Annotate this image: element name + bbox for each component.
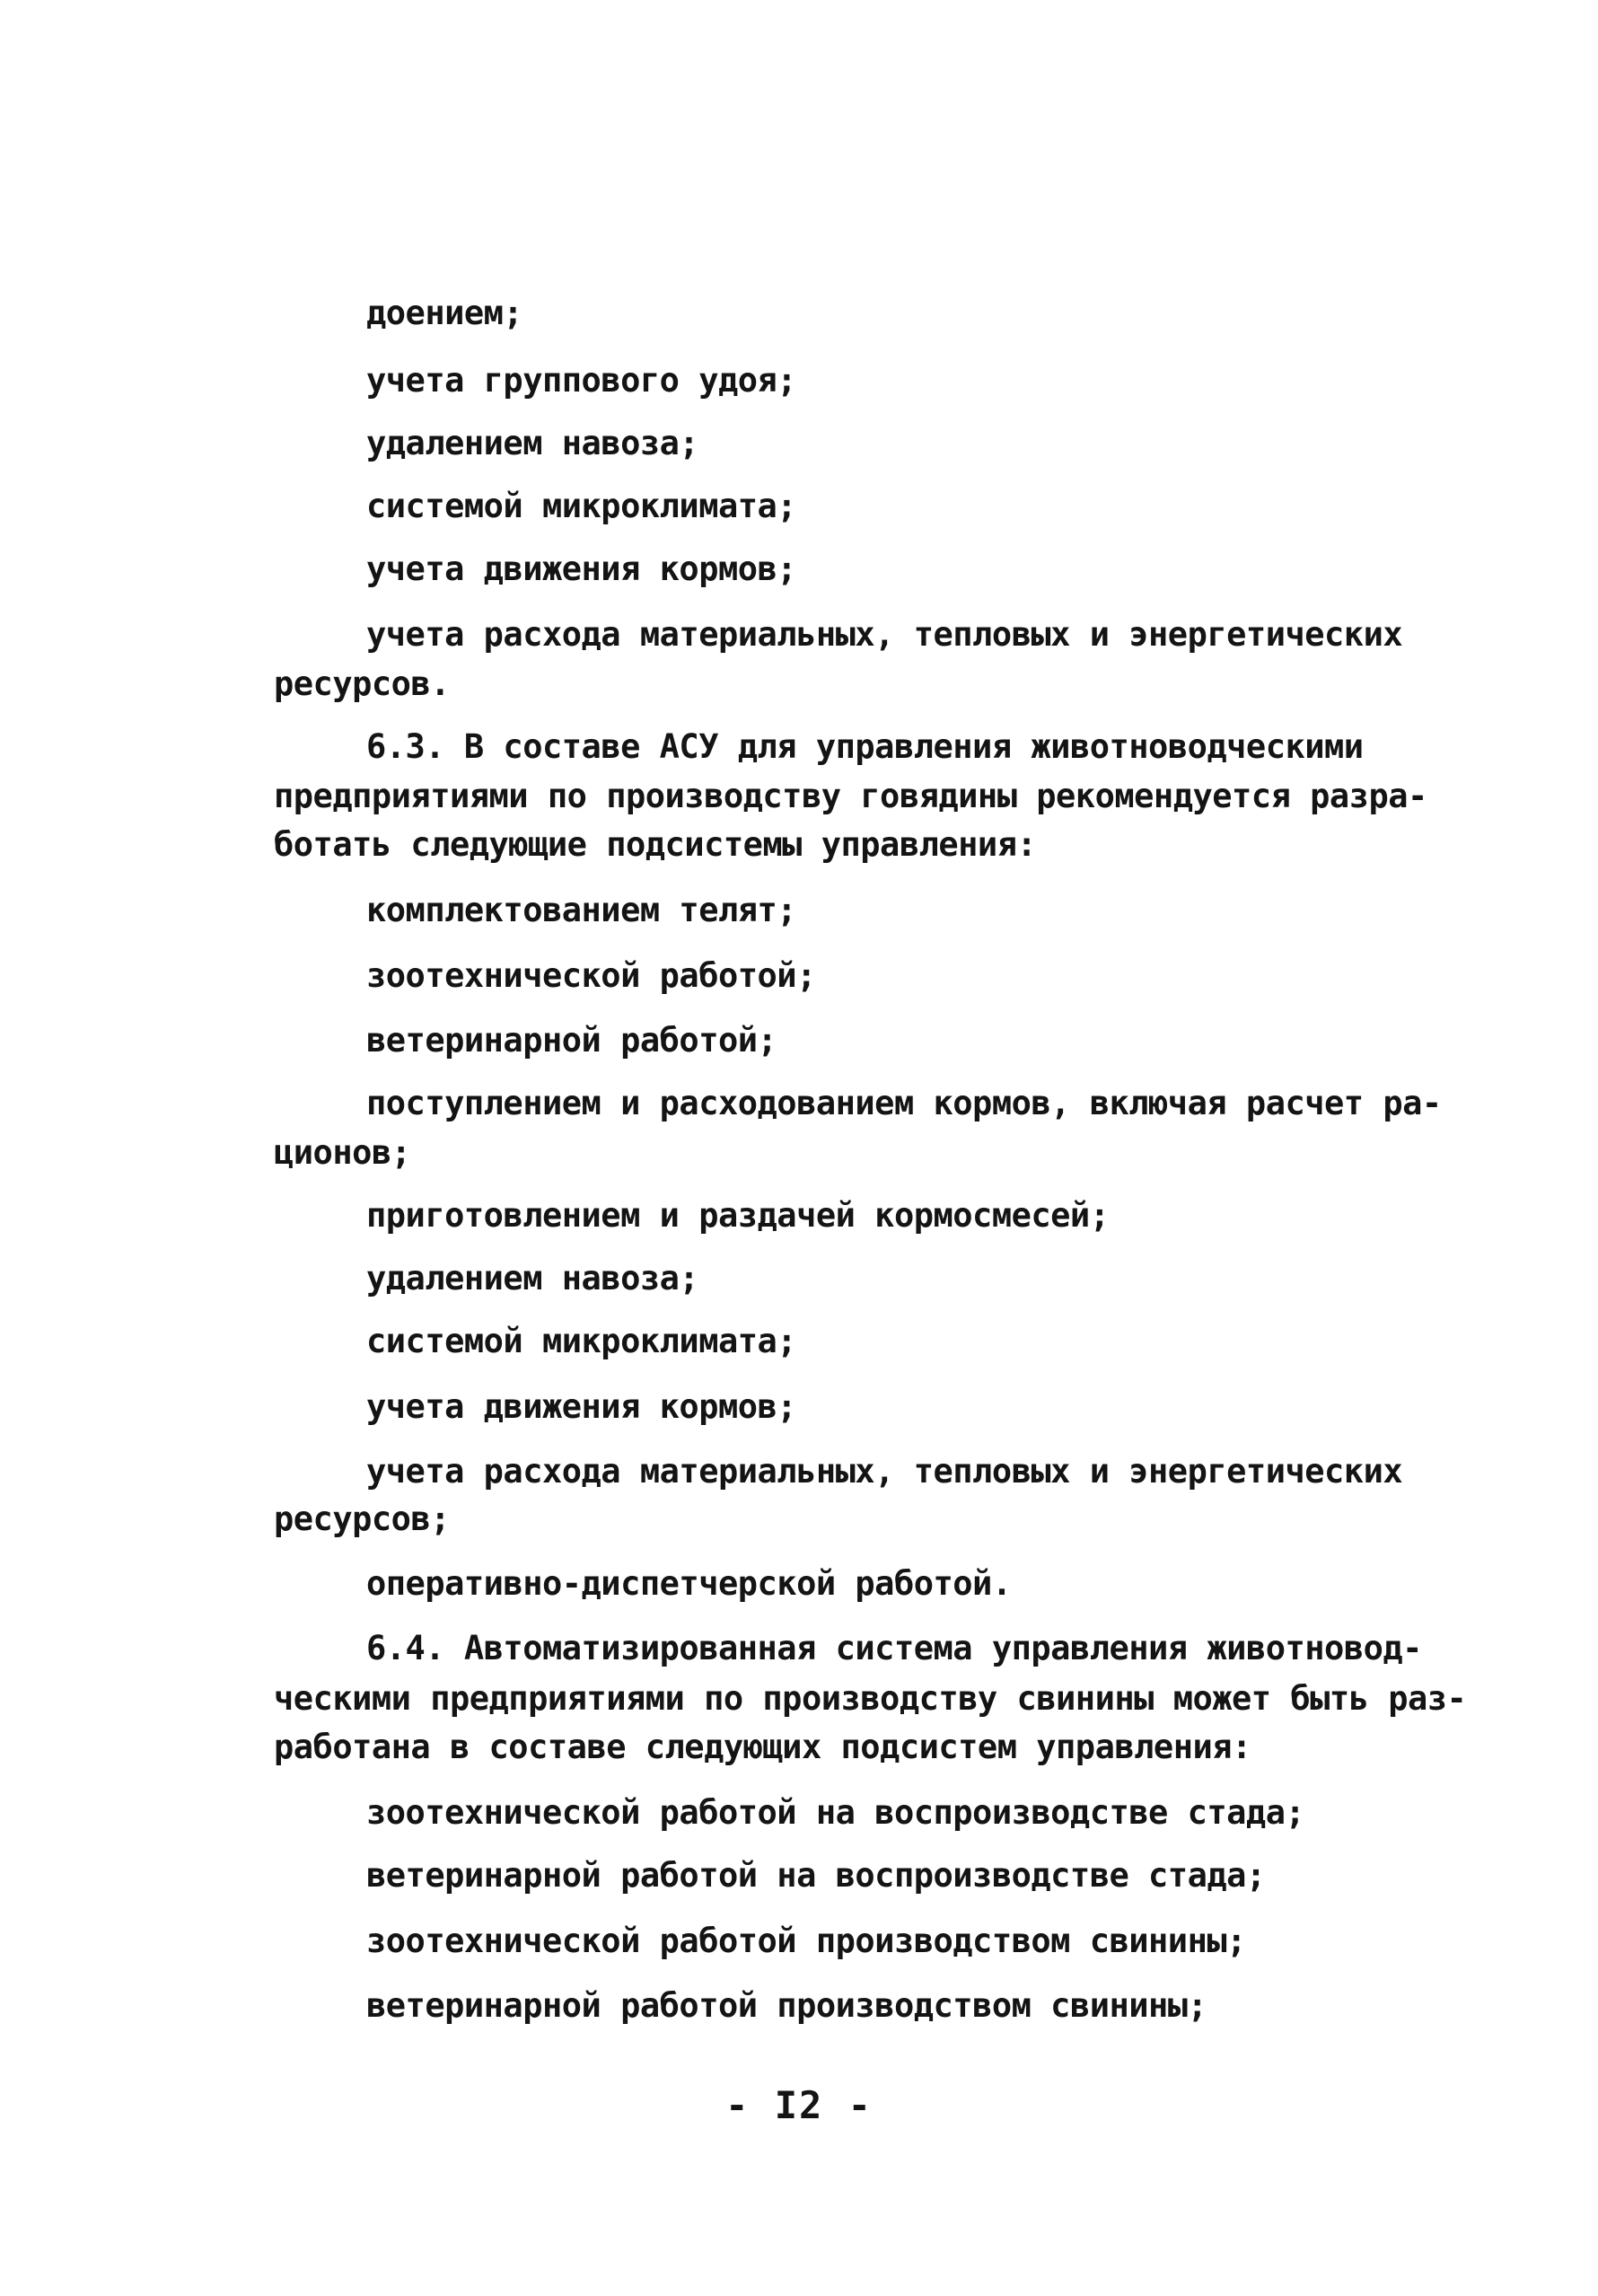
text-line: удалением навоза;: [366, 424, 699, 462]
text-line: 6.3. В составе АСУ для управления животноводческими: [366, 727, 1364, 766]
text-line: поступлением и расходованием кормов, включая расчет ра-: [366, 1084, 1442, 1122]
text-line: ционов;: [274, 1133, 411, 1172]
text-line: зоотехнической работой производством свинины;: [366, 1922, 1246, 1960]
text-line: ресурсов;: [274, 1500, 450, 1538]
text-line: предприятиями по производству говядины рекомендуется разра-: [274, 777, 1427, 815]
text-line: ветеринарной работой производством свинины;: [366, 1986, 1207, 2025]
text-line: ческими предприятиями по производству свинины может быть раз-: [274, 1679, 1467, 1718]
text-line: ресурсов.: [274, 664, 450, 703]
text-line: ботать следующие подсистемы управления:: [274, 825, 1037, 864]
text-line: 6.4. Автоматизированная система управления животновод-: [366, 1629, 1422, 1667]
text-line: системой микроклимата;: [366, 487, 797, 525]
text-line: оперативно-диспетчерской работой.: [366, 1564, 1012, 1603]
text-line: учета движения кормов;: [366, 550, 797, 588]
text-line: учета движения кормов;: [366, 1387, 797, 1426]
text-line: работана в составе следующих подсистем управления:: [274, 1728, 1251, 1766]
text-line: доением;: [366, 294, 523, 332]
text-line: зоотехнической работой на воспроизводстве стада;: [366, 1793, 1305, 1832]
text-line: учета расхода материальных, тепловых и энергетических: [366, 615, 1403, 654]
page-number: - I2 -: [725, 2083, 873, 2127]
text-line: комплектованием телят;: [366, 891, 797, 929]
text-line: системой микроклимата;: [366, 1322, 797, 1360]
text-line: приготовлением и раздачей кормосмесей;: [366, 1196, 1110, 1235]
text-line: учета группового удоя;: [366, 361, 797, 400]
text-line: учета расхода материальных, тепловых и энергетических: [366, 1452, 1403, 1491]
text-line: удалением навоза;: [366, 1259, 699, 1298]
text-line: ветеринарной работой;: [366, 1021, 777, 1060]
text-line: ветеринарной работой на воспроизводстве стада;: [366, 1856, 1266, 1895]
text-line: зоотехнической работой;: [366, 956, 816, 995]
